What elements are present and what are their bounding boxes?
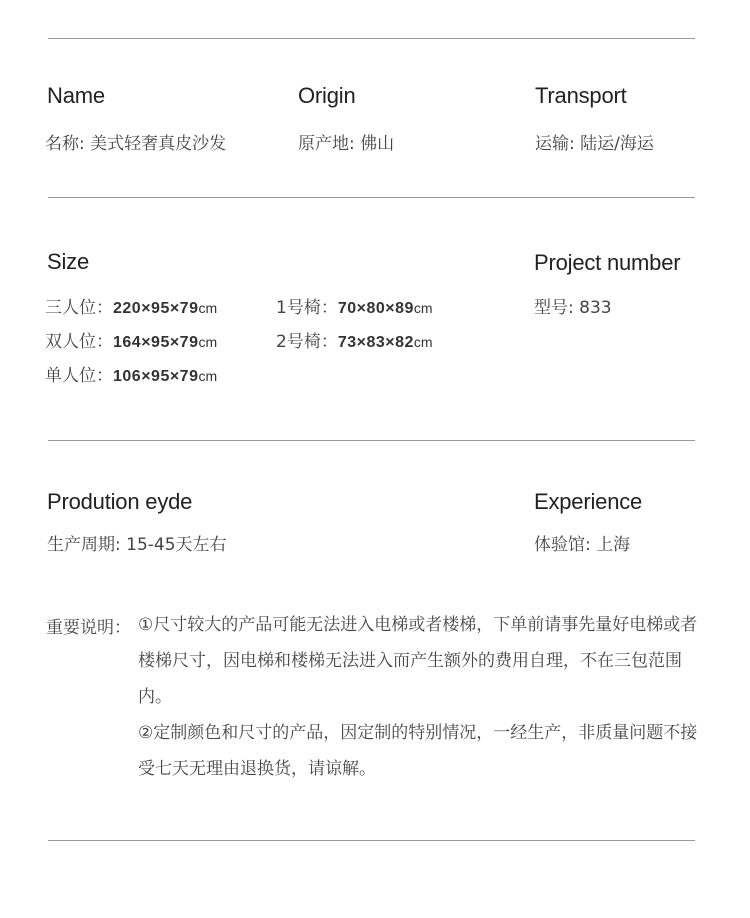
size-row-two-seat [45, 327, 217, 352]
name-heading: Name [47, 83, 105, 108]
size-row-dims: 106×95×79 [113, 368, 199, 385]
notice-label: 重要说明： [46, 618, 131, 638]
size-row-label: 2号椅： [276, 332, 338, 352]
size-row-label: 单人位： [45, 366, 113, 386]
size-row-chair-2 [276, 327, 433, 352]
size-row-three-seat [45, 293, 217, 318]
size-row-dims: 70×80×89 [337, 300, 414, 317]
size-row-unit: cm [198, 300, 218, 316]
experience-text: 上海 [596, 535, 631, 555]
size-row-label: 双人位： [45, 332, 113, 352]
project-number-label: 型号: [534, 298, 574, 318]
divider-1 [48, 197, 695, 198]
size-row-dims: 73×83×82 [337, 334, 414, 351]
transport-value [535, 129, 654, 154]
notice-body [138, 607, 708, 787]
project-number-value [534, 293, 612, 318]
size-row-dims: 220×95×79 [113, 300, 199, 317]
origin-value [298, 129, 394, 154]
name-value [45, 129, 226, 154]
transport-text: 陆运/海运 [580, 134, 654, 154]
experience-label: 体验馆: [534, 535, 591, 555]
size-row-unit: cm [198, 334, 218, 350]
production-text: 15-45天左右 [126, 535, 227, 555]
origin-heading: Origin [298, 83, 356, 108]
size-row-unit: cm [198, 368, 218, 384]
size-row-single-seat [45, 361, 217, 386]
size-row-unit: cm [413, 300, 433, 316]
divider-bottom [48, 840, 695, 841]
origin-text: 佛山 [360, 134, 395, 154]
production-value [47, 530, 227, 555]
name-label: 名称: [45, 134, 85, 154]
experience-heading: Experience [534, 489, 643, 514]
size-heading: Size [47, 249, 89, 274]
size-row-unit: cm [413, 334, 433, 350]
name-text: 美式轻奢真皮沙发 [90, 134, 227, 154]
notice-item-1: ①尺寸较大的产品可能无法进入电梯或者楼梯，下单前请事先量好电梯或者楼梯尺寸，因电梯和楼梯无法进入而产生额外的费用自理，不在三包范围内。 [138, 615, 698, 707]
experience-value [534, 530, 630, 555]
size-row-label: 1号椅： [276, 298, 338, 318]
divider-2 [48, 440, 695, 441]
size-row-label: 三人位： [45, 298, 113, 318]
origin-label: 原产地: [298, 134, 355, 154]
transport-label: 运输: [535, 134, 575, 154]
transport-heading: Transport [535, 83, 627, 108]
notice-item-2: ②定制颜色和尺寸的产品，因定制的特别情况，一经生产，非质量问题不接受七天无理由退换货，请谅解。 [138, 723, 698, 779]
divider-top [48, 38, 695, 39]
size-row-chair-1 [276, 293, 433, 318]
project-number-text: 833 [579, 298, 612, 318]
project-number-heading: Project number [534, 250, 681, 275]
production-heading: Prodution eyde [47, 489, 193, 514]
production-label: 生产周期: [47, 535, 121, 555]
size-row-dims: 164×95×79 [113, 334, 199, 351]
